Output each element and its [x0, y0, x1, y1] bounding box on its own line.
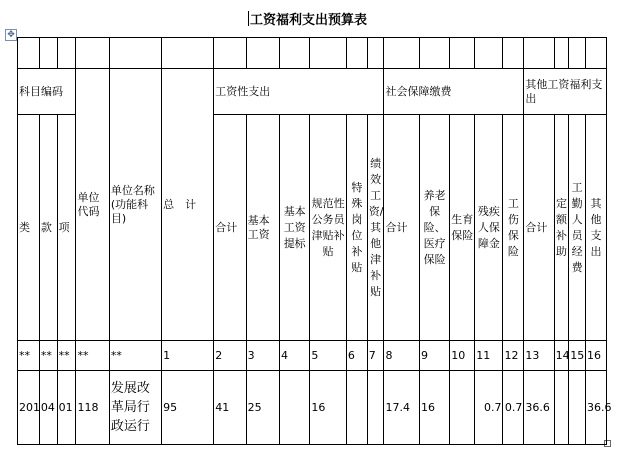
- index-cell: 2: [214, 341, 246, 371]
- blank-cell: [569, 38, 586, 69]
- blank-cell: [367, 38, 384, 69]
- header-lei: 类: [18, 115, 40, 341]
- data-cell-unit-code: 118: [76, 371, 109, 445]
- blank-cell: [280, 38, 310, 69]
- data-cell-kuan: 04: [39, 371, 57, 445]
- data-cell-other-total: 36.6: [524, 371, 554, 445]
- move-handle-icon[interactable]: ✥: [5, 29, 17, 41]
- index-cell: 5: [310, 341, 347, 371]
- blank-cell: [503, 38, 524, 69]
- blank-cell: [450, 38, 475, 69]
- blank-cell: [554, 38, 569, 69]
- blank-cell: [76, 38, 109, 69]
- data-cell-maternity-insurance: [450, 371, 475, 445]
- index-cell: 4: [280, 341, 310, 371]
- index-cell: 8: [384, 341, 420, 371]
- blank-cell: [384, 38, 420, 69]
- index-cell: 16: [585, 341, 606, 371]
- header-basic-salary: 基本工资: [246, 115, 279, 341]
- header-salary-group: 工资性支出: [214, 69, 384, 115]
- blank-cell: [346, 38, 367, 69]
- index-cell: 13: [524, 341, 554, 371]
- index-cell: **: [76, 341, 109, 371]
- index-cell: **: [109, 341, 161, 371]
- data-row: [18, 371, 607, 445]
- index-cell: 14: [554, 341, 569, 371]
- index-cell: 1: [162, 341, 214, 371]
- header-other-total: 合计: [524, 115, 554, 341]
- data-cell-xiang: 01: [57, 371, 76, 445]
- header-total: 总 计: [162, 69, 214, 341]
- blank-cell: [162, 38, 214, 69]
- header-other-group: 其他工资福利支出: [524, 69, 607, 115]
- index-cell: 10: [450, 341, 475, 371]
- index-cell: 6: [346, 341, 367, 371]
- header-performance-pay: 绩效工资/其他津补贴: [367, 115, 384, 341]
- blank-cell: [109, 38, 161, 69]
- header-xiang: 项: [57, 115, 76, 341]
- blank-cell: [18, 38, 40, 69]
- salary-budget-table: [17, 37, 612, 445]
- data-cell-worker-funds: [569, 371, 586, 445]
- blank-row: [18, 38, 607, 69]
- index-cell: 11: [475, 341, 503, 371]
- index-cell: **: [57, 341, 76, 371]
- text-cursor: [248, 11, 249, 26]
- data-cell-other-expense: 36.6: [585, 371, 606, 445]
- header-maternity-insurance: 生育保险: [450, 115, 475, 341]
- data-cell-disability-fund: 0.7: [475, 371, 503, 445]
- index-cell: **: [39, 341, 57, 371]
- blank-cell: [524, 38, 554, 69]
- header-fixed-subsidy: 定额补助: [554, 115, 569, 341]
- data-cell-unit-name: 发展改革局行政运行: [109, 371, 161, 445]
- blank-cell: [310, 38, 347, 69]
- index-cell: 3: [246, 341, 279, 371]
- index-cell: 7: [367, 341, 384, 371]
- data-cell-salary-total: 41: [214, 371, 246, 445]
- data-cell-injury-insurance: 0.7: [503, 371, 524, 445]
- data-cell-basic-salary-raise: [280, 371, 310, 445]
- blank-cell: [419, 38, 449, 69]
- data-cell-total: 95: [162, 371, 214, 445]
- index-cell: **: [18, 341, 40, 371]
- header-disability-fund: 残疾人保障金: [475, 115, 503, 341]
- index-cell: 15: [569, 341, 586, 371]
- data-cell-pension-medical: 16: [419, 371, 449, 445]
- header-salary-total: 合计: [214, 115, 246, 341]
- header-kuan: 款: [39, 115, 57, 341]
- blank-cell: [214, 38, 246, 69]
- data-cell-fixed-subsidy: [554, 371, 569, 445]
- index-cell: 9: [419, 341, 449, 371]
- blank-cell: [475, 38, 503, 69]
- blank-cell: [57, 38, 76, 69]
- data-cell-performance-pay: [367, 371, 384, 445]
- header-pension-medical: 养老保险、医疗保险: [419, 115, 449, 341]
- header-social-total: 合计: [384, 115, 420, 341]
- blank-cell: [585, 38, 606, 69]
- blank-cell: [246, 38, 279, 69]
- group-header-row: [18, 69, 607, 115]
- index-row: [18, 341, 607, 371]
- data-cell-lei: 201: [18, 371, 40, 445]
- header-worker-funds: 工勤人员经费: [569, 115, 586, 341]
- header-unit-code: 单位代码: [76, 69, 109, 341]
- header-injury-insurance: 工伤保险: [503, 115, 524, 341]
- data-cell-social-total: 17.4: [384, 371, 420, 445]
- page-title: [248, 9, 367, 28]
- data-cell-civil-servant-allowance: 16: [310, 371, 347, 445]
- header-other-expense: 其他支出: [585, 115, 606, 341]
- header-subject-code: 科目编码: [18, 69, 76, 115]
- header-basic-salary-raise: 基本工资提标: [280, 115, 310, 341]
- header-social-group: 社会保障缴费: [384, 69, 524, 115]
- title-text: 工资福利支出预算表: [250, 13, 368, 28]
- data-cell-basic-salary: 25: [246, 371, 279, 445]
- header-civil-servant-allowance: 规范性公务员津贴补贴: [310, 115, 347, 341]
- index-cell: 12: [503, 341, 524, 371]
- blank-cell: [39, 38, 57, 69]
- data-cell-special-post-allowance: [346, 371, 367, 445]
- header-unit-name: 单位名称(功能科目): [109, 69, 161, 341]
- header-special-post-allowance: 特殊岗位补贴: [346, 115, 367, 341]
